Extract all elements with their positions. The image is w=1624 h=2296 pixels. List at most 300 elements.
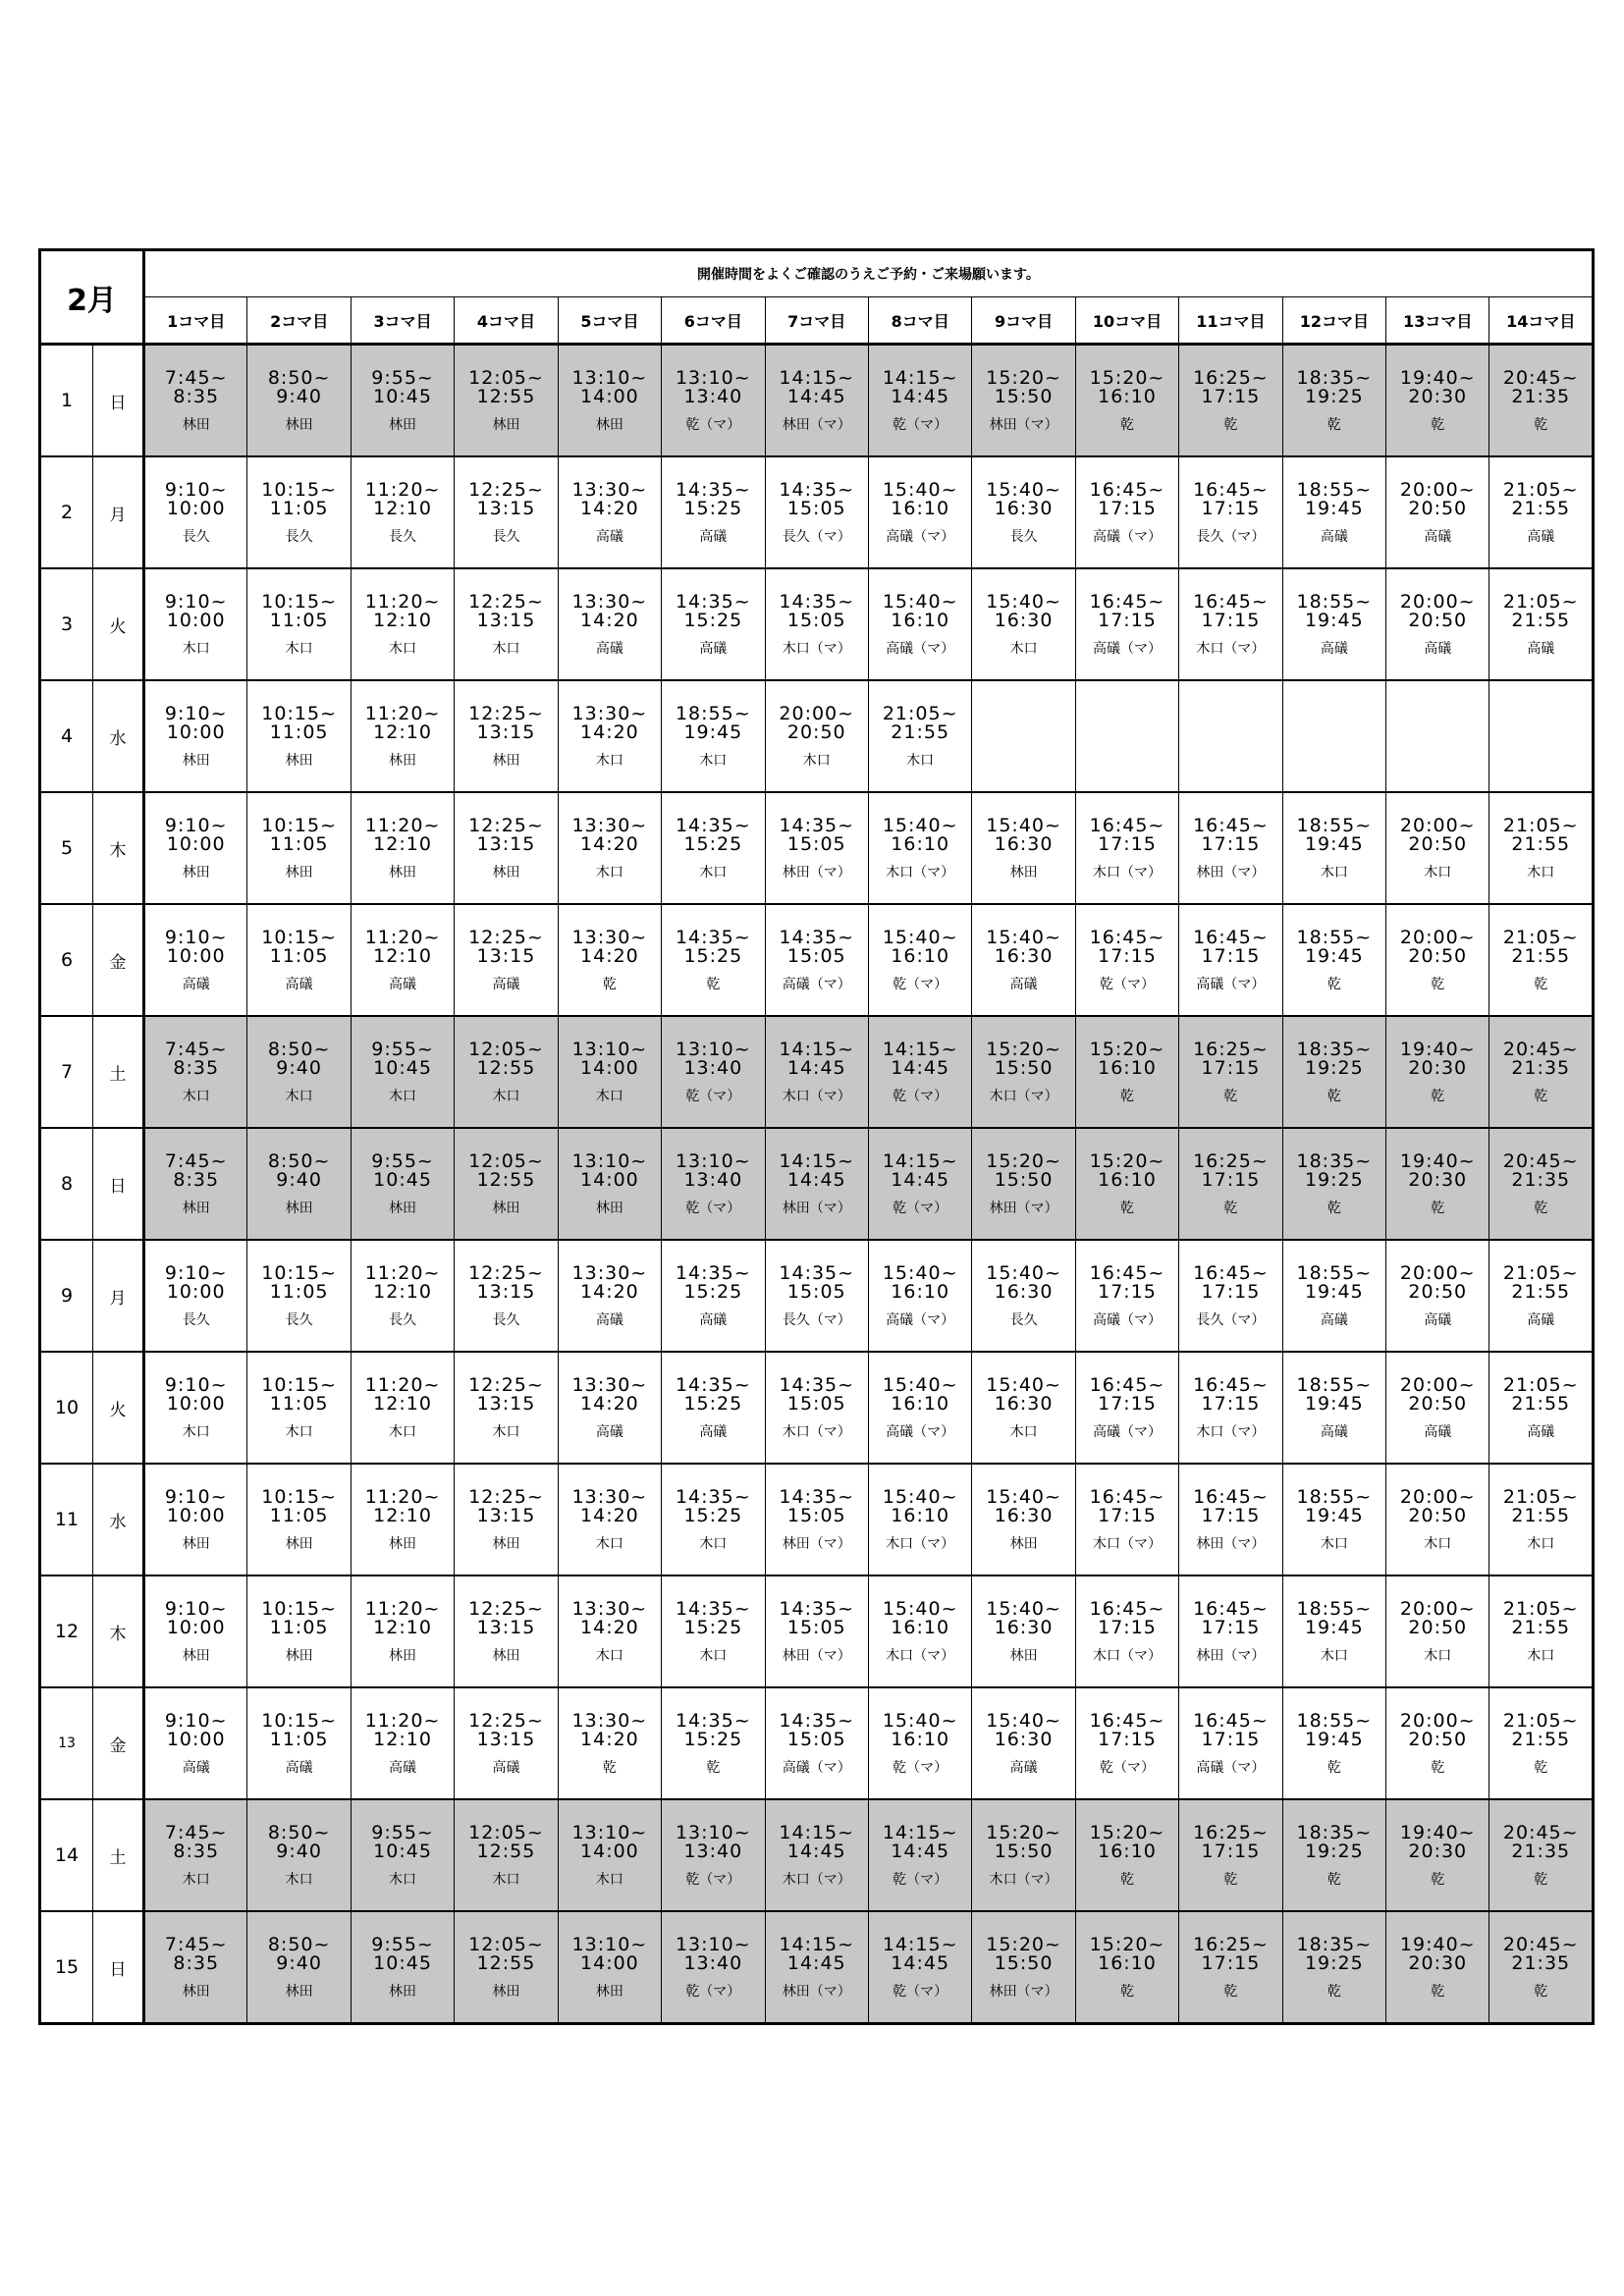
slot-instructor: 林田	[492, 753, 520, 769]
time-slot	[662, 1687, 765, 1799]
slot-instructor: 高礒	[1424, 529, 1452, 545]
slot-start-time: 9:10~	[164, 927, 228, 948]
slot-instructor: 木口	[285, 1089, 313, 1104]
slot-start-time: 14:15~	[882, 1150, 958, 1172]
time-slot	[1075, 1687, 1178, 1799]
time-slot	[1282, 1575, 1385, 1687]
slot-instructor: 乾	[602, 1760, 617, 1776]
slot-instructor: 高礒	[492, 1760, 520, 1776]
slot-end-time: 11:05	[269, 833, 329, 855]
slot-end-time: 17:15	[1201, 1841, 1261, 1862]
day-date: 11	[40, 1464, 93, 1575]
time-slot	[144, 1575, 247, 1687]
period-header: 9コマ目	[972, 297, 1075, 345]
slot-start-time: 15:20~	[986, 1934, 1061, 1955]
slot-start-time: 14:15~	[779, 367, 855, 389]
slot-end-time: 15:05	[786, 610, 846, 631]
slot-start-time: 12:25~	[468, 927, 544, 948]
slot-start-time: 9:55~	[371, 1934, 434, 1955]
slot-start-time: 15:40~	[882, 1486, 958, 1508]
slot-start-time: 9:10~	[164, 1598, 228, 1620]
slot-start-time: 16:45~	[1193, 1262, 1269, 1284]
slot-start-time: 14:35~	[675, 1486, 751, 1508]
time-slot	[1179, 1687, 1282, 1799]
period-header: 13コマ目	[1386, 297, 1489, 345]
time-slot	[558, 1575, 661, 1687]
slot-end-time: 9:40	[276, 1057, 322, 1079]
time-slot	[247, 568, 351, 680]
slot-instructor: 長久	[182, 1312, 210, 1328]
slot-end-time: 20:30	[1408, 1952, 1468, 1974]
slot-start-time: 18:55~	[1296, 927, 1373, 948]
time-slot	[455, 792, 558, 904]
day-of-week: 土	[93, 1799, 144, 1911]
slot-start-time: 13:10~	[675, 1039, 751, 1060]
slot-start-time: 16:45~	[1193, 1710, 1269, 1732]
slot-end-time: 20:50	[1408, 945, 1468, 967]
day-row	[40, 1575, 1594, 1687]
time-slot	[558, 1240, 661, 1352]
slot-instructor: 木口（マ）	[886, 865, 955, 881]
slot-instructor: 乾	[706, 1760, 721, 1776]
time-slot	[765, 1799, 868, 1911]
time-slot	[1386, 1352, 1489, 1464]
time-slot	[868, 1352, 971, 1464]
slot-start-time: 14:35~	[675, 815, 751, 836]
slot-start-time: 11:20~	[364, 1486, 441, 1508]
day-row	[40, 680, 1594, 792]
slot-start-time: 20:00~	[779, 703, 855, 724]
time-slot	[1179, 1799, 1282, 1911]
slot-start-time: 16:45~	[1089, 927, 1165, 948]
time-slot	[558, 1016, 661, 1128]
slot-end-time: 9:40	[276, 386, 322, 407]
slot-instructor: 木口	[1320, 1536, 1348, 1552]
time-slot	[1489, 792, 1594, 904]
slot-instructor: 林田	[285, 1201, 313, 1216]
slot-start-time: 15:40~	[986, 927, 1061, 948]
slot-start-time: 20:00~	[1399, 815, 1476, 836]
slot-instructor: 木口	[595, 1536, 623, 1552]
slot-start-time: 21:05~	[882, 703, 958, 724]
slot-start-time: 18:35~	[1296, 367, 1373, 389]
slot-end-time: 11:05	[269, 1281, 329, 1303]
slot-end-time: 15:25	[683, 945, 743, 967]
slot-end-time: 16:10	[1098, 1841, 1157, 1862]
slot-start-time: 16:25~	[1193, 367, 1269, 389]
slot-end-time: 16:10	[891, 498, 950, 519]
slot-instructor: 乾（マ）	[893, 1872, 948, 1888]
slot-end-time: 16:10	[891, 610, 950, 631]
slot-instructor: 林田	[1009, 865, 1038, 881]
slot-instructor: 乾	[1326, 1984, 1341, 2000]
slot-end-time: 20:50	[1408, 1393, 1468, 1415]
slot-instructor: 高礒	[1424, 1424, 1452, 1440]
time-slot	[1489, 1128, 1594, 1240]
slot-end-time: 21:55	[1511, 945, 1571, 967]
slot-end-time: 15:25	[683, 1393, 743, 1415]
time-slot	[972, 1016, 1075, 1128]
slot-start-time: 16:45~	[1193, 479, 1269, 501]
time-slot	[351, 1687, 454, 1799]
slot-instructor: 木口	[285, 641, 313, 657]
slot-start-time: 14:35~	[675, 479, 751, 501]
slot-start-time: 13:30~	[571, 1710, 648, 1732]
time-slot	[455, 568, 558, 680]
slot-start-time: 11:20~	[364, 479, 441, 501]
slot-end-time: 10:45	[373, 386, 432, 407]
slot-end-time: 13:15	[476, 498, 536, 519]
slot-end-time: 17:15	[1201, 1952, 1261, 1974]
slot-end-time: 15:50	[994, 386, 1054, 407]
slot-end-time: 10:00	[166, 1729, 226, 1750]
slot-instructor: 林田	[182, 865, 210, 881]
slot-start-time: 20:00~	[1399, 1486, 1476, 1508]
slot-instructor: 長久	[492, 529, 520, 545]
day-of-week: 月	[93, 456, 144, 568]
time-slot	[765, 345, 868, 457]
slot-instructor: 木口（マ）	[1093, 1536, 1162, 1552]
slot-instructor: 木口	[389, 1424, 417, 1440]
slot-end-time: 15:25	[683, 1505, 743, 1526]
slot-start-time: 14:15~	[779, 1039, 855, 1060]
slot-instructor: 高礒	[595, 641, 623, 657]
slot-start-time: 14:15~	[779, 1150, 855, 1172]
time-slot	[1386, 1575, 1489, 1687]
time-slot	[1386, 792, 1489, 904]
slot-instructor: 木口（マ）	[1196, 641, 1266, 657]
slot-end-time: 20:50	[1408, 1729, 1468, 1750]
day-of-week: 金	[93, 904, 144, 1016]
slot-instructor: 木口	[699, 1536, 728, 1552]
slot-end-time: 15:50	[994, 1057, 1054, 1079]
slot-instructor: 乾	[1326, 417, 1341, 433]
slot-instructor: 林田	[285, 1648, 313, 1664]
day-of-week: 金	[93, 1687, 144, 1799]
time-slot	[1179, 1128, 1282, 1240]
slot-start-time: 10:15~	[261, 479, 337, 501]
slot-end-time: 10:45	[373, 1952, 432, 1974]
time-slot	[1282, 1911, 1385, 2024]
slot-start-time: 14:15~	[882, 1934, 958, 1955]
time-slot	[351, 1464, 454, 1575]
slot-instructor: 高礒	[1320, 529, 1348, 545]
slot-instructor: 木口	[1009, 641, 1038, 657]
slot-end-time: 8:35	[173, 1952, 220, 1974]
slot-instructor: 長久	[1009, 529, 1038, 545]
day-date: 8	[40, 1128, 93, 1240]
slot-start-time: 14:35~	[675, 927, 751, 948]
slot-end-time: 13:15	[476, 1505, 536, 1526]
slot-end-time: 14:45	[891, 386, 950, 407]
time-slot	[972, 904, 1075, 1016]
day-row	[40, 1128, 1594, 1240]
slot-end-time: 11:05	[269, 1729, 329, 1750]
header-row-periods	[40, 297, 1594, 345]
slot-instructor: 木口	[492, 1872, 520, 1888]
day-row	[40, 1687, 1594, 1799]
slot-instructor: 木口	[285, 1424, 313, 1440]
time-slot	[247, 1464, 351, 1575]
slot-end-time: 16:10	[891, 1505, 950, 1526]
slot-end-time: 13:40	[683, 1952, 743, 1974]
slot-start-time: 15:40~	[882, 927, 958, 948]
slot-end-time: 12:55	[476, 1169, 536, 1191]
slot-start-time: 14:35~	[675, 591, 751, 613]
slot-start-time: 11:20~	[364, 927, 441, 948]
slot-end-time: 11:05	[269, 945, 329, 967]
time-slot	[1179, 456, 1282, 568]
slot-end-time: 12:10	[373, 610, 432, 631]
slot-end-time: 9:40	[276, 1169, 322, 1191]
slot-start-time: 9:10~	[164, 1486, 228, 1508]
slot-start-time: 20:00~	[1399, 1710, 1476, 1732]
slot-end-time: 14:20	[580, 610, 639, 631]
slot-end-time: 19:25	[1304, 1057, 1364, 1079]
time-slot	[558, 1799, 661, 1911]
time-slot	[662, 568, 765, 680]
slot-end-time: 13:15	[476, 1281, 536, 1303]
slot-start-time: 10:15~	[261, 703, 337, 724]
slot-start-time: 14:15~	[882, 1039, 958, 1060]
slot-start-time: 12:25~	[468, 1262, 544, 1284]
slot-end-time: 19:45	[1304, 1393, 1364, 1415]
slot-start-time: 9:55~	[371, 1039, 434, 1060]
slot-end-time: 15:25	[683, 833, 743, 855]
slot-end-time: 16:30	[994, 498, 1054, 519]
slot-start-time: 16:45~	[1193, 1598, 1269, 1620]
slot-start-time: 15:20~	[1089, 1822, 1165, 1843]
time-slot	[1282, 1128, 1385, 1240]
slot-start-time: 21:05~	[1502, 591, 1579, 613]
slot-instructor: 木口	[182, 1089, 210, 1104]
slot-start-time: 19:40~	[1399, 1150, 1476, 1172]
slot-instructor: 木口	[595, 1089, 623, 1104]
time-slot	[247, 1687, 351, 1799]
slot-instructor: 乾	[1534, 1872, 1548, 1888]
slot-end-time: 12:55	[476, 1057, 536, 1079]
slot-instructor: 木口	[906, 753, 935, 769]
slot-instructor: 乾	[1223, 1872, 1238, 1888]
time-slot	[558, 792, 661, 904]
day-of-week: 火	[93, 1352, 144, 1464]
slot-start-time: 21:05~	[1502, 1374, 1579, 1396]
time-slot	[247, 1799, 351, 1911]
time-slot	[558, 1128, 661, 1240]
time-slot	[1386, 345, 1489, 457]
slot-instructor: 木口	[595, 865, 623, 881]
slot-end-time: 15:05	[786, 498, 846, 519]
slot-instructor: 乾	[1534, 1760, 1548, 1776]
day-date: 4	[40, 680, 93, 792]
slot-instructor: 林田	[285, 753, 313, 769]
slot-start-time: 9:55~	[371, 1150, 434, 1172]
slot-start-time: 12:25~	[468, 1710, 544, 1732]
period-header: 11コマ目	[1179, 297, 1282, 345]
time-slot	[1386, 1799, 1489, 1911]
slot-instructor: 高礒（マ）	[886, 641, 955, 657]
slot-instructor: 木口（マ）	[989, 1872, 1058, 1888]
slot-instructor: 林田	[182, 1536, 210, 1552]
slot-end-time: 17:15	[1201, 1169, 1261, 1191]
slot-instructor: 木口	[595, 1648, 623, 1664]
time-slot	[868, 1016, 971, 1128]
time-slot	[662, 1911, 765, 2024]
slot-start-time: 19:40~	[1399, 1934, 1476, 1955]
slot-instructor: 乾	[1431, 1201, 1445, 1216]
slot-instructor: 木口	[182, 641, 210, 657]
slot-end-time: 12:10	[373, 1281, 432, 1303]
slot-instructor: 高礒（マ）	[1093, 1424, 1162, 1440]
day-date: 7	[40, 1016, 93, 1128]
slot-end-time: 14:20	[580, 1393, 639, 1415]
day-row	[40, 456, 1594, 568]
period-header: 4コマ目	[455, 297, 558, 345]
slot-end-time: 16:30	[994, 1617, 1054, 1638]
slot-start-time: 20:45~	[1502, 1934, 1579, 1955]
day-date: 3	[40, 568, 93, 680]
slot-start-time: 13:10~	[571, 1822, 648, 1843]
slot-end-time: 15:05	[786, 1729, 846, 1750]
time-slot	[455, 1911, 558, 2024]
slot-instructor: 高礒	[1527, 641, 1555, 657]
schedule-table	[38, 248, 1595, 2025]
slot-instructor: 高礒	[492, 977, 520, 992]
time-slot	[558, 680, 661, 792]
slot-instructor: 高礒	[1320, 641, 1348, 657]
slot-start-time: 14:35~	[779, 479, 855, 501]
slot-start-time: 7:45~	[164, 367, 228, 389]
slot-instructor: 高礒	[1424, 641, 1452, 657]
time-slot	[1282, 456, 1385, 568]
slot-instructor: 乾	[1120, 1201, 1134, 1216]
slot-start-time: 7:45~	[164, 1822, 228, 1843]
slot-instructor: 林田	[389, 417, 417, 433]
slot-start-time: 12:25~	[468, 703, 544, 724]
period-header: 3コマ目	[351, 297, 454, 345]
slot-instructor: 長久	[285, 1312, 313, 1328]
slot-instructor: 林田	[285, 1984, 313, 2000]
slot-start-time: 15:40~	[986, 1486, 1061, 1508]
slot-instructor: 乾	[1120, 1089, 1134, 1104]
slot-end-time: 12:10	[373, 1729, 432, 1750]
slot-instructor: 林田	[595, 1201, 623, 1216]
slot-instructor: 林田	[1009, 1648, 1038, 1664]
slot-instructor: 高礒	[595, 529, 623, 545]
slot-end-time: 14:20	[580, 721, 639, 743]
slot-end-time: 21:55	[1511, 1617, 1571, 1638]
slot-instructor: 林田（マ）	[1196, 1536, 1266, 1552]
slot-instructor: 乾（マ）	[685, 1089, 741, 1104]
time-slot	[765, 1016, 868, 1128]
time-slot	[868, 345, 971, 457]
time-slot	[868, 1128, 971, 1240]
slot-start-time: 12:25~	[468, 1486, 544, 1508]
slot-start-time: 15:40~	[882, 1262, 958, 1284]
time-slot	[662, 904, 765, 1016]
slot-start-time: 9:10~	[164, 479, 228, 501]
slot-end-time: 21:35	[1511, 1169, 1571, 1191]
time-slot	[1075, 904, 1178, 1016]
time-slot	[1489, 1799, 1594, 1911]
slot-instructor: 木口（マ）	[989, 1089, 1058, 1104]
slot-start-time: 15:40~	[882, 815, 958, 836]
slot-instructor: 木口（マ）	[1093, 1648, 1162, 1664]
slot-start-time: 12:05~	[468, 1934, 544, 1955]
slot-instructor: 林田	[492, 865, 520, 881]
time-slot	[972, 1911, 1075, 2024]
slot-start-time: 16:25~	[1193, 1934, 1269, 1955]
slot-end-time: 17:15	[1201, 1505, 1261, 1526]
time-slot	[1179, 1464, 1282, 1575]
slot-end-time: 14:20	[580, 1617, 639, 1638]
empty-slot	[1386, 680, 1489, 792]
time-slot	[144, 1687, 247, 1799]
slot-end-time: 13:15	[476, 1617, 536, 1638]
time-slot	[662, 1016, 765, 1128]
slot-end-time: 17:15	[1098, 1617, 1157, 1638]
slot-instructor: 林田	[492, 417, 520, 433]
slot-start-time: 11:20~	[364, 815, 441, 836]
slot-instructor: 乾	[1326, 1872, 1341, 1888]
slot-end-time: 20:30	[1408, 1169, 1468, 1191]
schedule-body	[40, 345, 1594, 2024]
time-slot	[1282, 1240, 1385, 1352]
slot-instructor: 乾	[1431, 1089, 1445, 1104]
slot-instructor: 木口	[492, 1089, 520, 1104]
time-slot	[351, 1799, 454, 1911]
time-slot	[662, 1352, 765, 1464]
slot-start-time: 15:40~	[986, 815, 1061, 836]
time-slot	[765, 792, 868, 904]
slot-instructor: 林田	[182, 417, 210, 433]
slot-instructor: 高礒	[182, 977, 210, 992]
time-slot	[558, 568, 661, 680]
slot-instructor: 林田（マ）	[1196, 1648, 1266, 1664]
slot-end-time: 10:00	[166, 833, 226, 855]
slot-start-time: 20:45~	[1502, 1039, 1579, 1060]
slot-start-time: 21:05~	[1502, 1262, 1579, 1284]
slot-end-time: 16:10	[891, 1729, 950, 1750]
slot-end-time: 14:00	[580, 1169, 639, 1191]
slot-end-time: 16:30	[994, 610, 1054, 631]
slot-end-time: 10:00	[166, 610, 226, 631]
slot-end-time: 20:50	[1408, 498, 1468, 519]
slot-end-time: 16:10	[1098, 1169, 1157, 1191]
slot-instructor: 高礒（マ）	[886, 1312, 955, 1328]
time-slot	[1179, 1575, 1282, 1687]
slot-start-time: 21:05~	[1502, 1598, 1579, 1620]
slot-end-time: 13:15	[476, 1729, 536, 1750]
time-slot	[765, 1352, 868, 1464]
time-slot	[144, 904, 247, 1016]
slot-start-time: 13:10~	[675, 367, 751, 389]
slot-instructor: 乾	[1120, 417, 1134, 433]
slot-instructor: 高礒	[1320, 1312, 1348, 1328]
slot-instructor: 木口	[285, 1872, 313, 1888]
slot-instructor: 高礒	[1009, 1760, 1038, 1776]
slot-instructor: 長久（マ）	[782, 1312, 851, 1328]
time-slot	[868, 568, 971, 680]
slot-start-time: 16:25~	[1193, 1150, 1269, 1172]
time-slot	[144, 1464, 247, 1575]
time-slot	[558, 1687, 661, 1799]
slot-instructor: 乾	[1120, 1872, 1134, 1888]
time-slot	[144, 568, 247, 680]
slot-start-time: 20:45~	[1502, 1150, 1579, 1172]
slot-start-time: 14:35~	[779, 1486, 855, 1508]
day-date: 9	[40, 1240, 93, 1352]
